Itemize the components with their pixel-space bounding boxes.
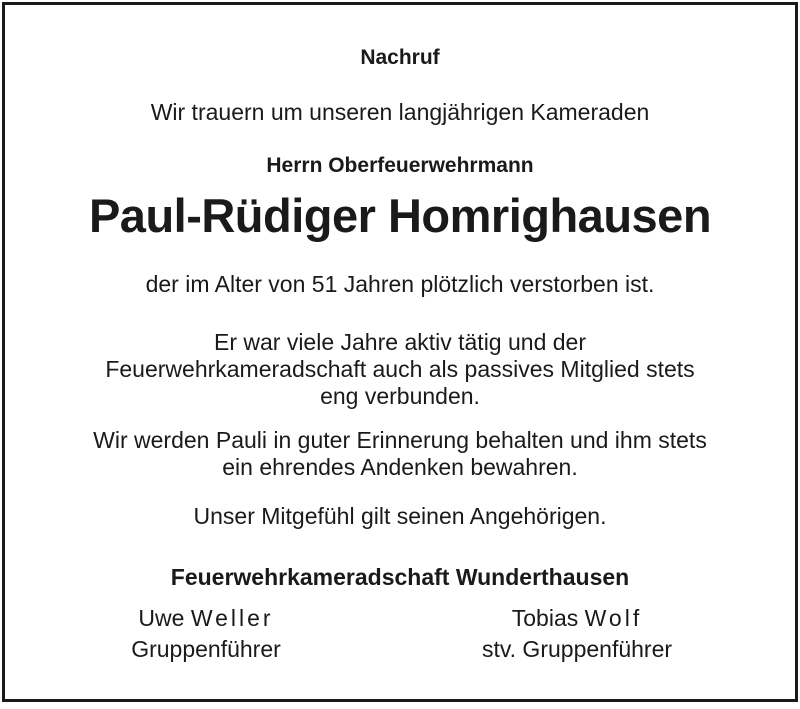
signatory-first-name: Tobias (511, 605, 579, 631)
paragraph-line: Wir werden Pauli in guter Erinnerung behalten und ihm stets (93, 427, 707, 453)
deceased-name: Paul-Rüdiger Homrighausen (88, 189, 712, 242)
rank-title: Herrn Oberfeuerwehrmann (266, 154, 534, 177)
organization-name: Feuerwehrkameradschaft Wunderthausen (170, 564, 630, 590)
signatory-role: stv. Gruppenführer (481, 636, 673, 662)
signatory-last-name: Wolf (584, 605, 643, 631)
signatory-name (106, 607, 306, 630)
signatory-last-name: Weller (190, 605, 274, 631)
condolence-line: Unser Mitgefühl gilt seinen Angehörigen. (193, 503, 607, 529)
paragraph-line: ein ehrendes Andenken bewahren. (222, 454, 578, 480)
signatory-first-name: Uwe (138, 605, 185, 631)
notice-heading: Nachruf (360, 46, 440, 69)
paragraph-line: eng verbunden. (320, 383, 480, 409)
signatory-name (466, 607, 688, 630)
intro-line: Wir trauern um unseren langjährigen Kameraden (150, 99, 650, 125)
paragraph-line: Feuerwehrkameradschaft auch als passives Mitglied stets (105, 356, 695, 382)
paragraph-line: Er war viele Jahre aktiv tätig und der (213, 329, 586, 355)
signatory-role: Gruppenführer (131, 636, 281, 662)
age-line: der im Alter von 51 Jahren plötzlich verstorben ist. (145, 271, 655, 297)
